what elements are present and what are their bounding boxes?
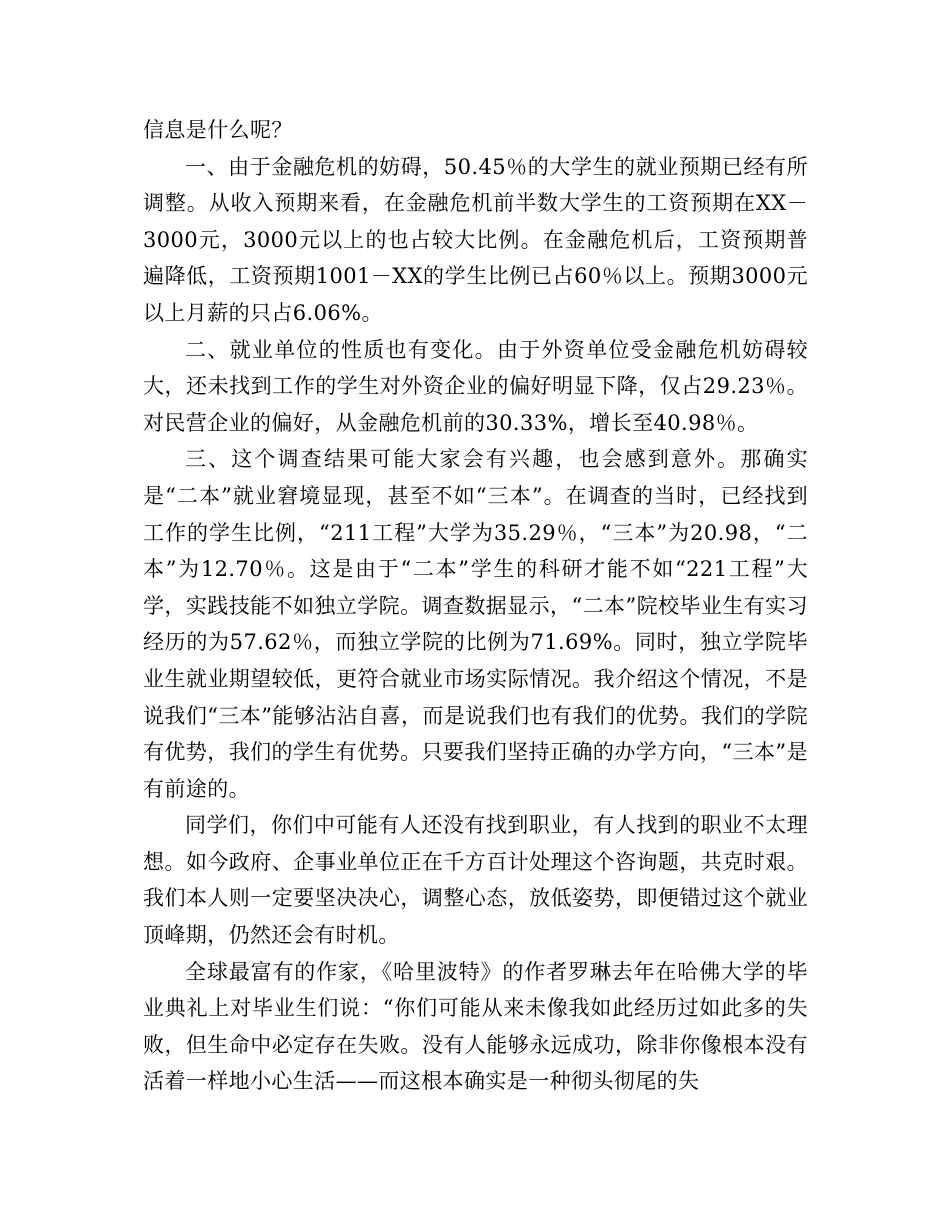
paragraph-employer-type: 二、就业单位的性质也有变化。由于外资单位受金融危机妨碍较大，还未找到工作的学生对外资企业的偏好明显下降，仅占29.23％。对民营企业的偏好，从金融危机前的30.33%，增长至40.98％。 xyxy=(143,337,808,435)
paragraph-survey-results: 三、这个调查结果可能大家会有兴趣，也会感到意外。那确实是“二本”就业窘境显现，甚至不如“三本”。在调查的当时，已经找到工作的学生比例，“211工程”大学为35.29％，“三本”为20.98，“二本”为12.70％。这是由于“二本”学生的科研才能不如“221工程”大学，实践技能不如独立学院。调查数据显示，“二本”院校毕业生有实习经历的为57.62％，而独立学院的比例为71.69%。同时，独立学院毕业生就业期望较低，更符合就业市场实际情况。我介绍这个情况，不是说我们“三本”能够沾沾自喜，而是说我们也有我们的优势。我们的学院有优势，我们的学生有优势。只要我们坚持正确的办学方向，“三本”是有前途的。 xyxy=(143,447,808,801)
paragraph-continuation: 信息是什么呢？ xyxy=(143,118,293,142)
paragraph-rowling-quote: 全球最富有的作家，《哈里波特》的作者罗琳去年在哈佛大学的毕业典礼上对毕业生们说：“你们可能从来未像我如此经历过如此多的失败，但生命中必定存在失败。没有人能够永远成功，除非你像根本没有活着一样地小心生活——而这根本确实是一种彻头彻尾的失 xyxy=(143,959,808,1094)
document-body xyxy=(143,112,808,1100)
paragraph-income-expectation: 一、由于金融危机的妨碍，50.45％的大学生的就业预期已经有所调整。从收入预期来看，在金融危机前半数大学生的工资预期在XX－3000元，3000元以上的也占较大比例。在金融危机后，工资预期普遍降低，工资预期1001－XX的学生比例已占60％以上。预期3000元以上月薪的只占6.06%。 xyxy=(143,154,808,325)
paragraph-students-address: 同学们，你们中可能有人还没有找到职业，有人找到的职业不太理想。如今政府、企事业单位正在千方百计处理这个咨询题，共克时艰。我们本人则一定要坚决决心，调整心态，放低姿势，即便错过这个就业顶峰期，仍然还会有时机。 xyxy=(143,813,808,948)
